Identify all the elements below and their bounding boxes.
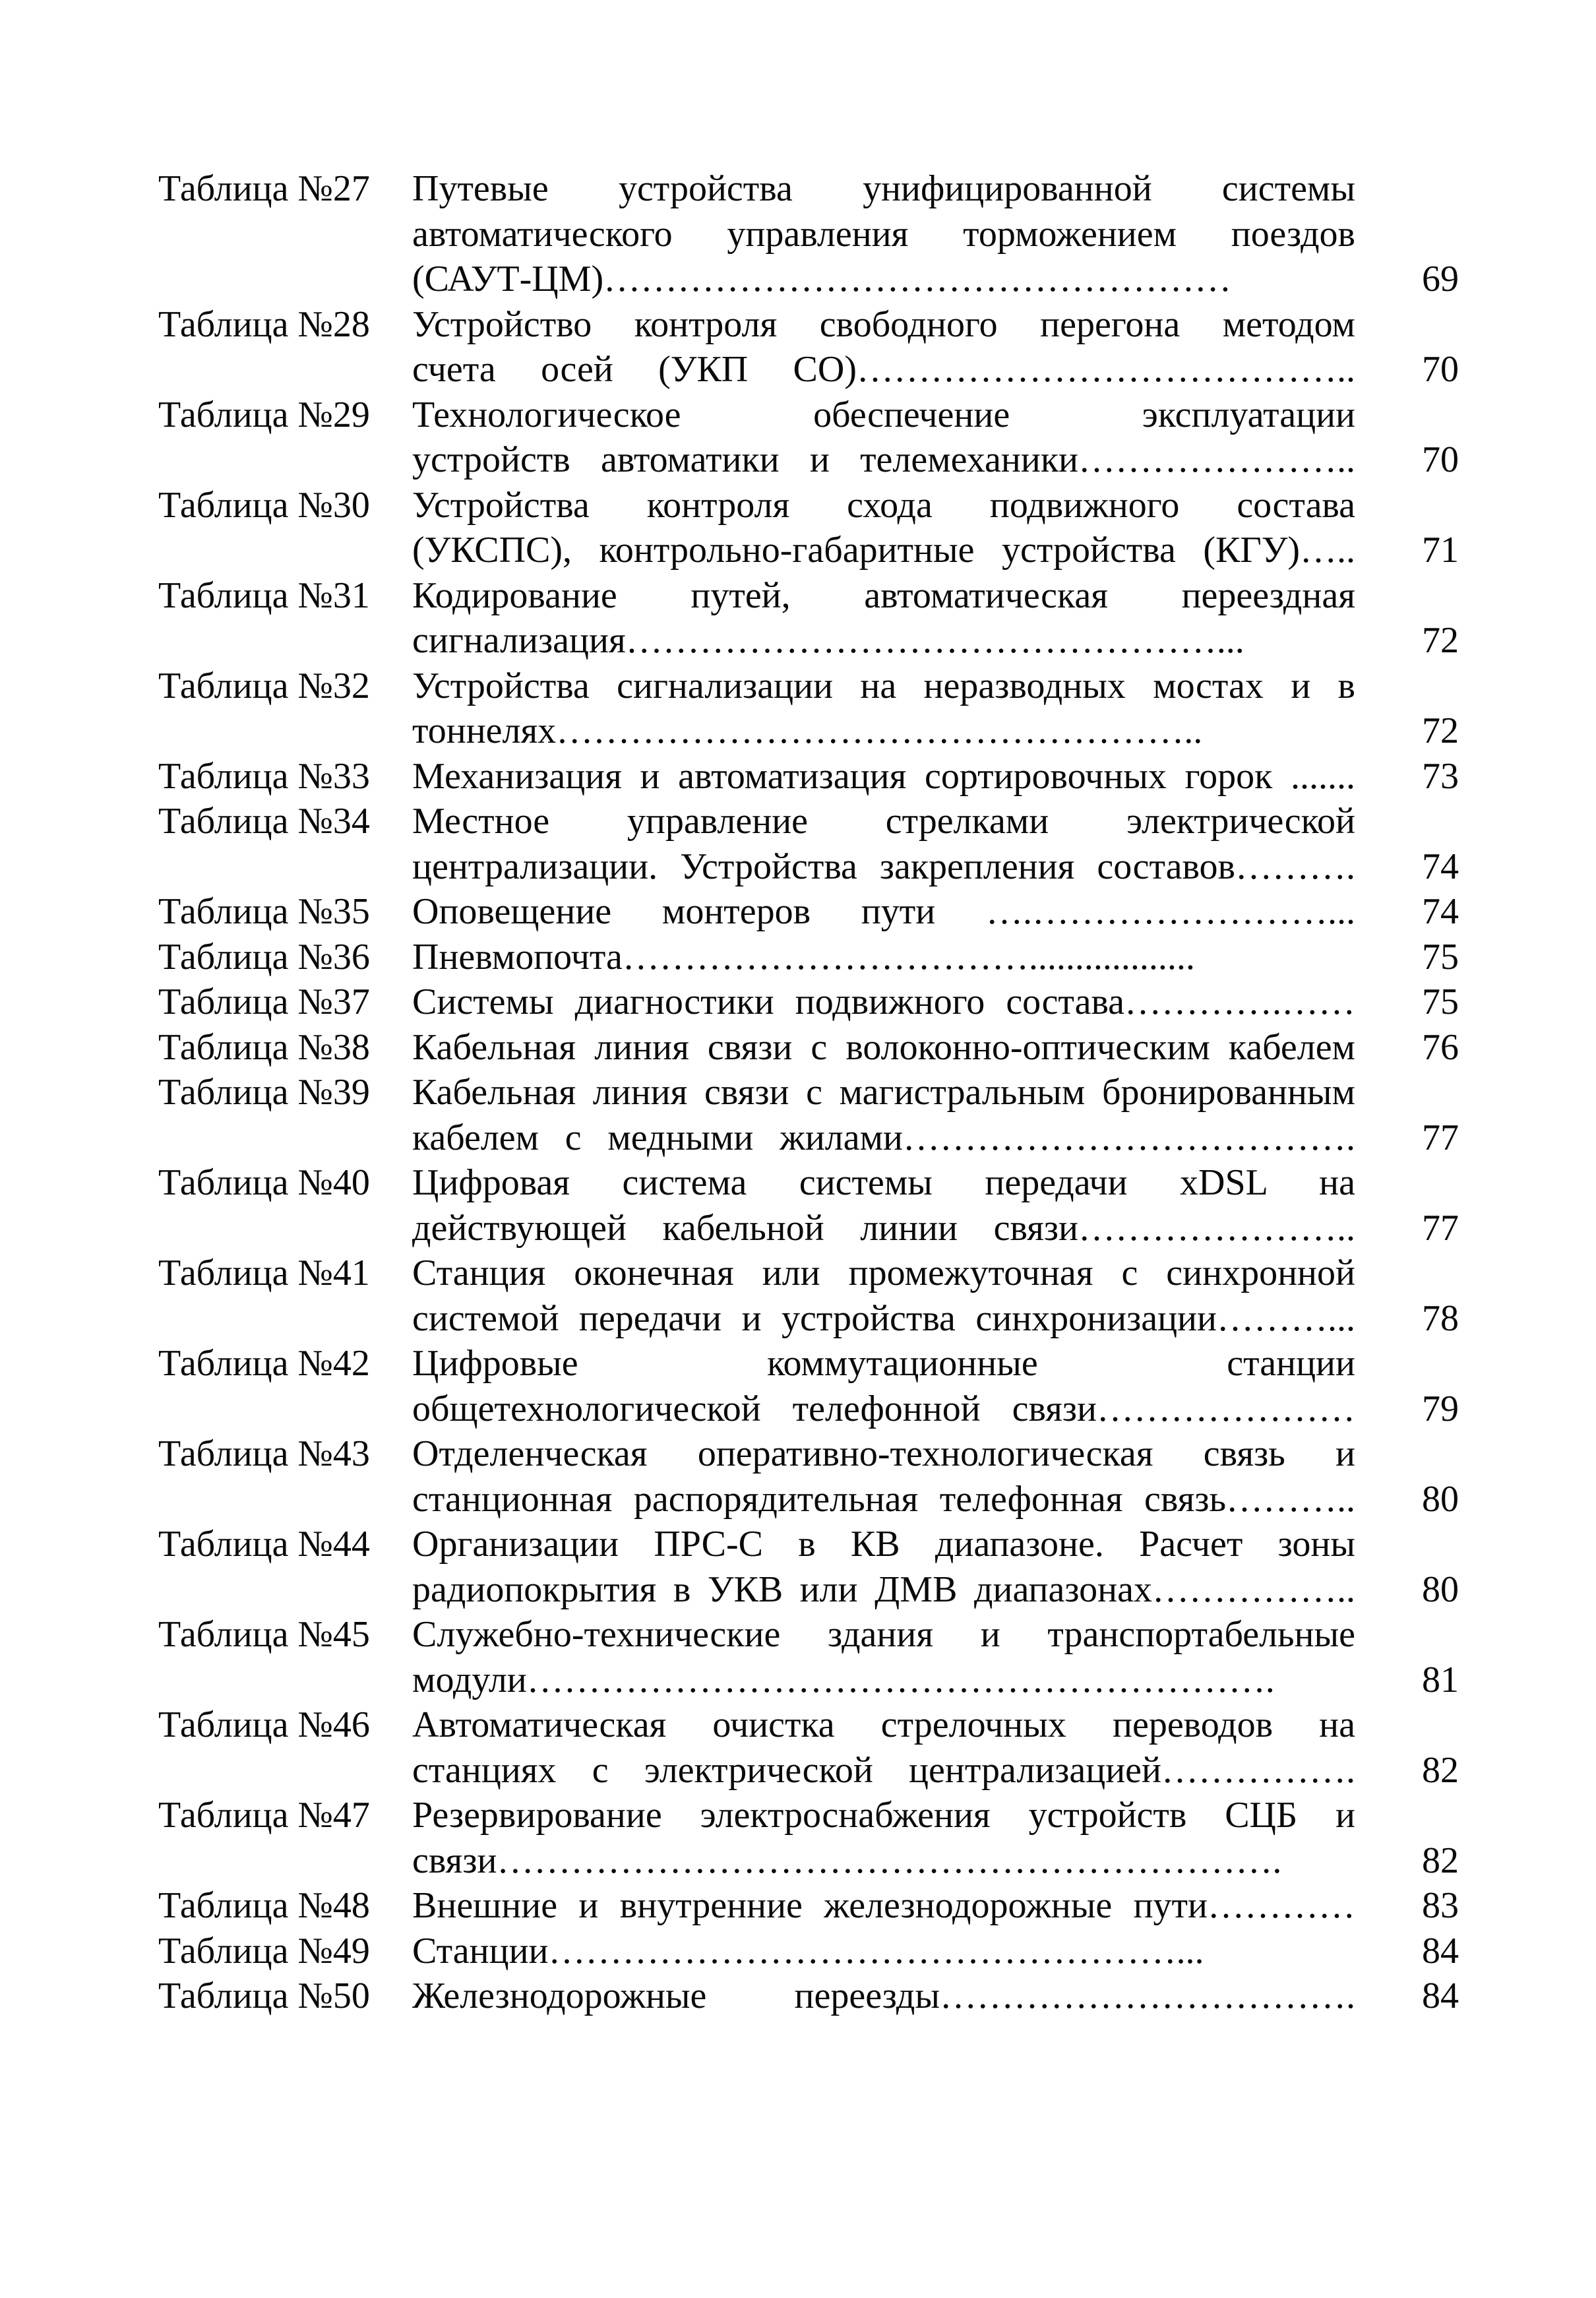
- toc-entry-page-number: 71: [1422, 530, 1459, 571]
- toc-entry-page-number: 76: [1422, 1026, 1459, 1068]
- toc-entry-title: [412, 1929, 1355, 1974]
- toc-entry-title-line: Автоматическая очистка стрелочных переводов на: [412, 1704, 1355, 1745]
- toc-entry-label: Таблица №40: [158, 1162, 370, 1203]
- toc-entry-page-number: 79: [1422, 1388, 1459, 1429]
- toc-entry-title-line: Устройства контроля схода подвижного состава: [412, 484, 1355, 526]
- toc-entry-title-line: Технологическое обеспечение эксплуатации: [412, 394, 1355, 435]
- toc-entry-title-line: Механизация и автоматизация сортировочных горок .......: [412, 755, 1355, 797]
- toc-entry-page: [1355, 1341, 1464, 1431]
- toc-entry-page-number: 78: [1422, 1297, 1459, 1339]
- toc-entry: [158, 1973, 1464, 2019]
- toc-entry-title-line: модули…………………………………………………….: [412, 1659, 1275, 1700]
- toc-entry-title-line: Кодирование путей, автоматическая переездная: [412, 574, 1355, 616]
- toc-entry-page-number: 69: [1422, 259, 1459, 299]
- toc-entry-title-line: станциях с электрической централизацией…………….: [412, 1749, 1355, 1791]
- toc-entry-page-number: 77: [1422, 1117, 1459, 1158]
- toc-entry-page: [1355, 483, 1464, 573]
- toc-entry-title-line: Кабельная линия связи с магистральным бронированным: [412, 1072, 1355, 1113]
- toc-entry-title: [412, 664, 1355, 754]
- toc-entry-page-number: 73: [1422, 755, 1459, 797]
- toc-entry-title-line: Внешние и внутренние железнодорожные пути…………: [412, 1885, 1355, 1926]
- toc-entry-page: [1355, 392, 1464, 483]
- toc-entry-title-line: связи……………………………………………………….: [412, 1840, 1282, 1881]
- toc-entry-title: [412, 889, 1355, 935]
- toc-entry-page: [1355, 979, 1464, 1025]
- toc-entry-label: Таблица №46: [158, 1704, 370, 1745]
- toc-entry: [158, 483, 1464, 573]
- toc-entry-page: [1355, 573, 1464, 664]
- toc-entry-label: Таблица №49: [158, 1930, 370, 1972]
- toc-entry-title-line: Устройство контроля свободного перегона методом: [412, 303, 1355, 345]
- toc-entry-label: Таблица №34: [158, 801, 370, 842]
- toc-entry-title-line: станционная распорядительная телефонная связь………..: [412, 1478, 1355, 1520]
- toc-entry-page-number: 75: [1422, 981, 1459, 1022]
- toc-entry-page: [1355, 1793, 1464, 1883]
- toc-entry-page: [1355, 799, 1464, 889]
- toc-entry-page-number: 75: [1422, 936, 1459, 978]
- toc-entry-page-number: 77: [1422, 1207, 1459, 1249]
- toc-entry-title-line: (САУТ-ЦМ)……………………………………………: [412, 259, 1232, 299]
- toc-entry-page: [1355, 1251, 1464, 1341]
- toc-entry-title: [412, 483, 1355, 573]
- toc-entry: [158, 1522, 1464, 1612]
- toc-entry-label: Таблица №35: [158, 891, 370, 932]
- toc-entry: [158, 1883, 1464, 1929]
- toc-entry-label: Таблица №45: [158, 1614, 370, 1655]
- toc-entry-page: [1355, 1522, 1464, 1612]
- toc-entry-page-number: 81: [1422, 1659, 1459, 1700]
- toc-entry-title-line: Служебно-технические здания и транспортабельные: [412, 1614, 1355, 1655]
- toc-entry-title-line: Железнодорожные переезды…………………………….: [412, 1975, 1355, 2016]
- toc-entry-title-line: тоннелях……………………………………………..: [412, 710, 1203, 751]
- toc-entry-page: [1355, 664, 1464, 754]
- toc-entry-title-line: действующей кабельной линии связи…………………..: [412, 1207, 1355, 1249]
- toc-entry-page: [1355, 1160, 1464, 1251]
- toc-entry-page: [1355, 1070, 1464, 1160]
- toc-entry-label: Таблица №39: [158, 1072, 370, 1113]
- toc-entry-page: [1355, 1702, 1464, 1793]
- toc-entry-title: [412, 1160, 1355, 1251]
- toc-entry-title-line: сигнализация…………………………………………...: [412, 620, 1244, 661]
- toc-entry-page-number: 80: [1422, 1478, 1459, 1520]
- toc-entry-page: [1355, 889, 1464, 935]
- toc-entry-label: Таблица №28: [158, 303, 370, 345]
- toc-entry-title-line: Местное управление стрелками электрической: [412, 801, 1355, 842]
- toc-entry-page-number: 80: [1422, 1568, 1459, 1610]
- toc-entry-page: [1355, 1612, 1464, 1702]
- toc-entry-page-number: 84: [1422, 1975, 1459, 2016]
- toc-entry: [158, 1793, 1464, 1883]
- toc-entry-label: Таблица №38: [158, 1026, 370, 1068]
- toc-entry: [158, 166, 1464, 302]
- toc-entry-label: Таблица №30: [158, 484, 370, 526]
- toc-entry-title: [412, 1341, 1355, 1431]
- toc-entry-label: Таблица №33: [158, 755, 370, 797]
- toc-entry-title: [412, 1431, 1355, 1522]
- toc-entry-label: Таблица №48: [158, 1885, 370, 1926]
- toc-entry-title-line: кабелем с медными жилами……………………………….: [412, 1117, 1355, 1158]
- toc-entry: [158, 664, 1464, 754]
- toc-entry-page: [1355, 935, 1464, 980]
- toc-entry-page-number: 82: [1422, 1749, 1459, 1791]
- toc-entry-title: [412, 573, 1355, 664]
- toc-entry-label: Таблица №50: [158, 1975, 370, 2016]
- toc-entry-label: Таблица №27: [158, 168, 370, 209]
- toc-entry-page-number: 82: [1422, 1840, 1459, 1881]
- toc-entry-title-line: централизации. Устройства закрепления составов……….: [412, 846, 1355, 887]
- toc-entry-title-line: Отделенческая оперативно-технологическая связь и: [412, 1433, 1355, 1474]
- toc-entry-page: [1355, 166, 1464, 302]
- toc-entry-title: [412, 1070, 1355, 1160]
- toc-entry-label: Таблица №41: [158, 1253, 370, 1293]
- toc-entry-title: [412, 799, 1355, 889]
- toc-entry: [158, 302, 1464, 392]
- toc-entry: [158, 573, 1464, 664]
- toc-entry-title: [412, 935, 1355, 980]
- toc-entry-title: [412, 1793, 1355, 1883]
- toc-entry-label: Таблица №44: [158, 1524, 370, 1565]
- toc-entry-label: Таблица №32: [158, 665, 370, 706]
- toc-entry-title-line: Организации ПРС-С в КВ диапазоне. Расчет зоны: [412, 1524, 1355, 1565]
- toc-entry-page: [1355, 754, 1464, 799]
- toc-entry: [158, 1612, 1464, 1702]
- toc-entry: [158, 1929, 1464, 1974]
- toc-entry-title: [412, 1973, 1355, 2019]
- toc-entry: [158, 1341, 1464, 1431]
- toc-entry-page-number: 74: [1422, 891, 1459, 932]
- toc-entry-title-line: общетехнологической телефонной связи…………………: [412, 1388, 1355, 1429]
- toc-entry: [158, 754, 1464, 799]
- toc-entry: [158, 889, 1464, 935]
- toc-entry-title: [412, 979, 1355, 1025]
- toc-entry-title: [412, 1612, 1355, 1702]
- toc-entry-title-line: Станции……………………………………………...: [412, 1930, 1204, 1972]
- toc-entry-page-number: 70: [1422, 349, 1459, 390]
- toc-entry-title-line: автоматического управления торможением поездов: [412, 213, 1355, 255]
- toc-entry-label: Таблица №43: [158, 1433, 370, 1474]
- toc-entry-page-number: 72: [1422, 710, 1459, 751]
- toc-entry-label: Таблица №47: [158, 1795, 370, 1836]
- toc-entry-page-number: 84: [1422, 1930, 1459, 1972]
- toc-entry-title: [412, 1702, 1355, 1793]
- toc-entry-title-line: Системы диагностики подвижного состава………….……: [412, 981, 1355, 1022]
- toc-entry-title-line: Цифровые коммутационные станции: [412, 1343, 1355, 1384]
- toc-entry: [158, 1702, 1464, 1793]
- toc-entry-label: Таблица №29: [158, 394, 370, 435]
- toc-entry-title-line: Цифровая система системы передачи xDSL на: [412, 1162, 1355, 1203]
- toc-entry: [158, 799, 1464, 889]
- toc-entry-title: [412, 166, 1355, 302]
- toc-entry-title: [412, 302, 1355, 392]
- toc-entry-page-number: 72: [1422, 620, 1459, 661]
- toc-entry-page: [1355, 1929, 1464, 1974]
- toc-entry-title: [412, 754, 1355, 799]
- toc-entry-title: [412, 1522, 1355, 1612]
- toc-entry: [158, 935, 1464, 980]
- toc-entry: [158, 1431, 1464, 1522]
- toc-entry-title-line: Резервирование электроснабжения устройств СЦБ и: [412, 1795, 1355, 1836]
- toc-entry-title-line: (УКСПС), контрольно-габаритные устройства (КГУ)…..: [412, 530, 1355, 571]
- toc-entry-title-line: Кабельная линия связи с волоконно-оптическим кабелем: [412, 1026, 1355, 1068]
- toc-entry-page: [1355, 1883, 1464, 1929]
- toc-entry-page: [1355, 1025, 1464, 1071]
- toc-entry-title-line: Путевые устройства унифицированной системы: [412, 168, 1355, 209]
- toc-entry-title-line: радиопокрытия в УКВ или ДМВ диапазонах……………..: [412, 1568, 1355, 1610]
- toc-entry-page-number: 83: [1422, 1885, 1459, 1926]
- toc-entry: [158, 979, 1464, 1025]
- toc-entry-title: [412, 1251, 1355, 1341]
- toc-entry-label: Таблица №36: [158, 936, 370, 978]
- toc-entry-page: [1355, 1431, 1464, 1522]
- toc-entry-label: Таблица №37: [158, 981, 370, 1022]
- toc-entry-page: [1355, 302, 1464, 392]
- toc-entry-title: [412, 392, 1355, 483]
- toc-entry: [158, 1070, 1464, 1160]
- toc-entry-title-line: Оповещение монтеров пути ….……………………...: [412, 891, 1355, 932]
- toc-entry-label: Таблица №42: [158, 1343, 370, 1384]
- toc-entry-title-line: Устройства сигнализации на неразводных мостах и в: [412, 665, 1355, 706]
- toc-entry-page: [1355, 1973, 1464, 2019]
- toc-entry-title-line: Станция оконечная или промежуточная с синхронной: [412, 1253, 1355, 1293]
- toc-entry: [158, 1160, 1464, 1251]
- toc-entry-label: Таблица №31: [158, 574, 370, 616]
- toc-entry-title: [412, 1883, 1355, 1929]
- toc-entry-page-number: 74: [1422, 846, 1459, 887]
- toc-entry-title-line: Пневмопочта……………………………..................: [412, 936, 1195, 978]
- toc-entry-title-line: устройств автоматики и телемеханики…………………..: [412, 439, 1355, 480]
- toc-entry-title-line: счета осей (УКП СО)…………………………………..: [412, 349, 1355, 390]
- toc-entry-page-number: 70: [1422, 439, 1459, 480]
- toc-entry: [158, 1251, 1464, 1341]
- toc-entry: [158, 1025, 1464, 1071]
- toc-entry-title-line: системой передачи и устройства синхронизации………...: [412, 1297, 1355, 1339]
- table-of-contents-list: [158, 166, 1464, 2019]
- toc-entry-title: [412, 1025, 1355, 1071]
- toc-entry: [158, 392, 1464, 483]
